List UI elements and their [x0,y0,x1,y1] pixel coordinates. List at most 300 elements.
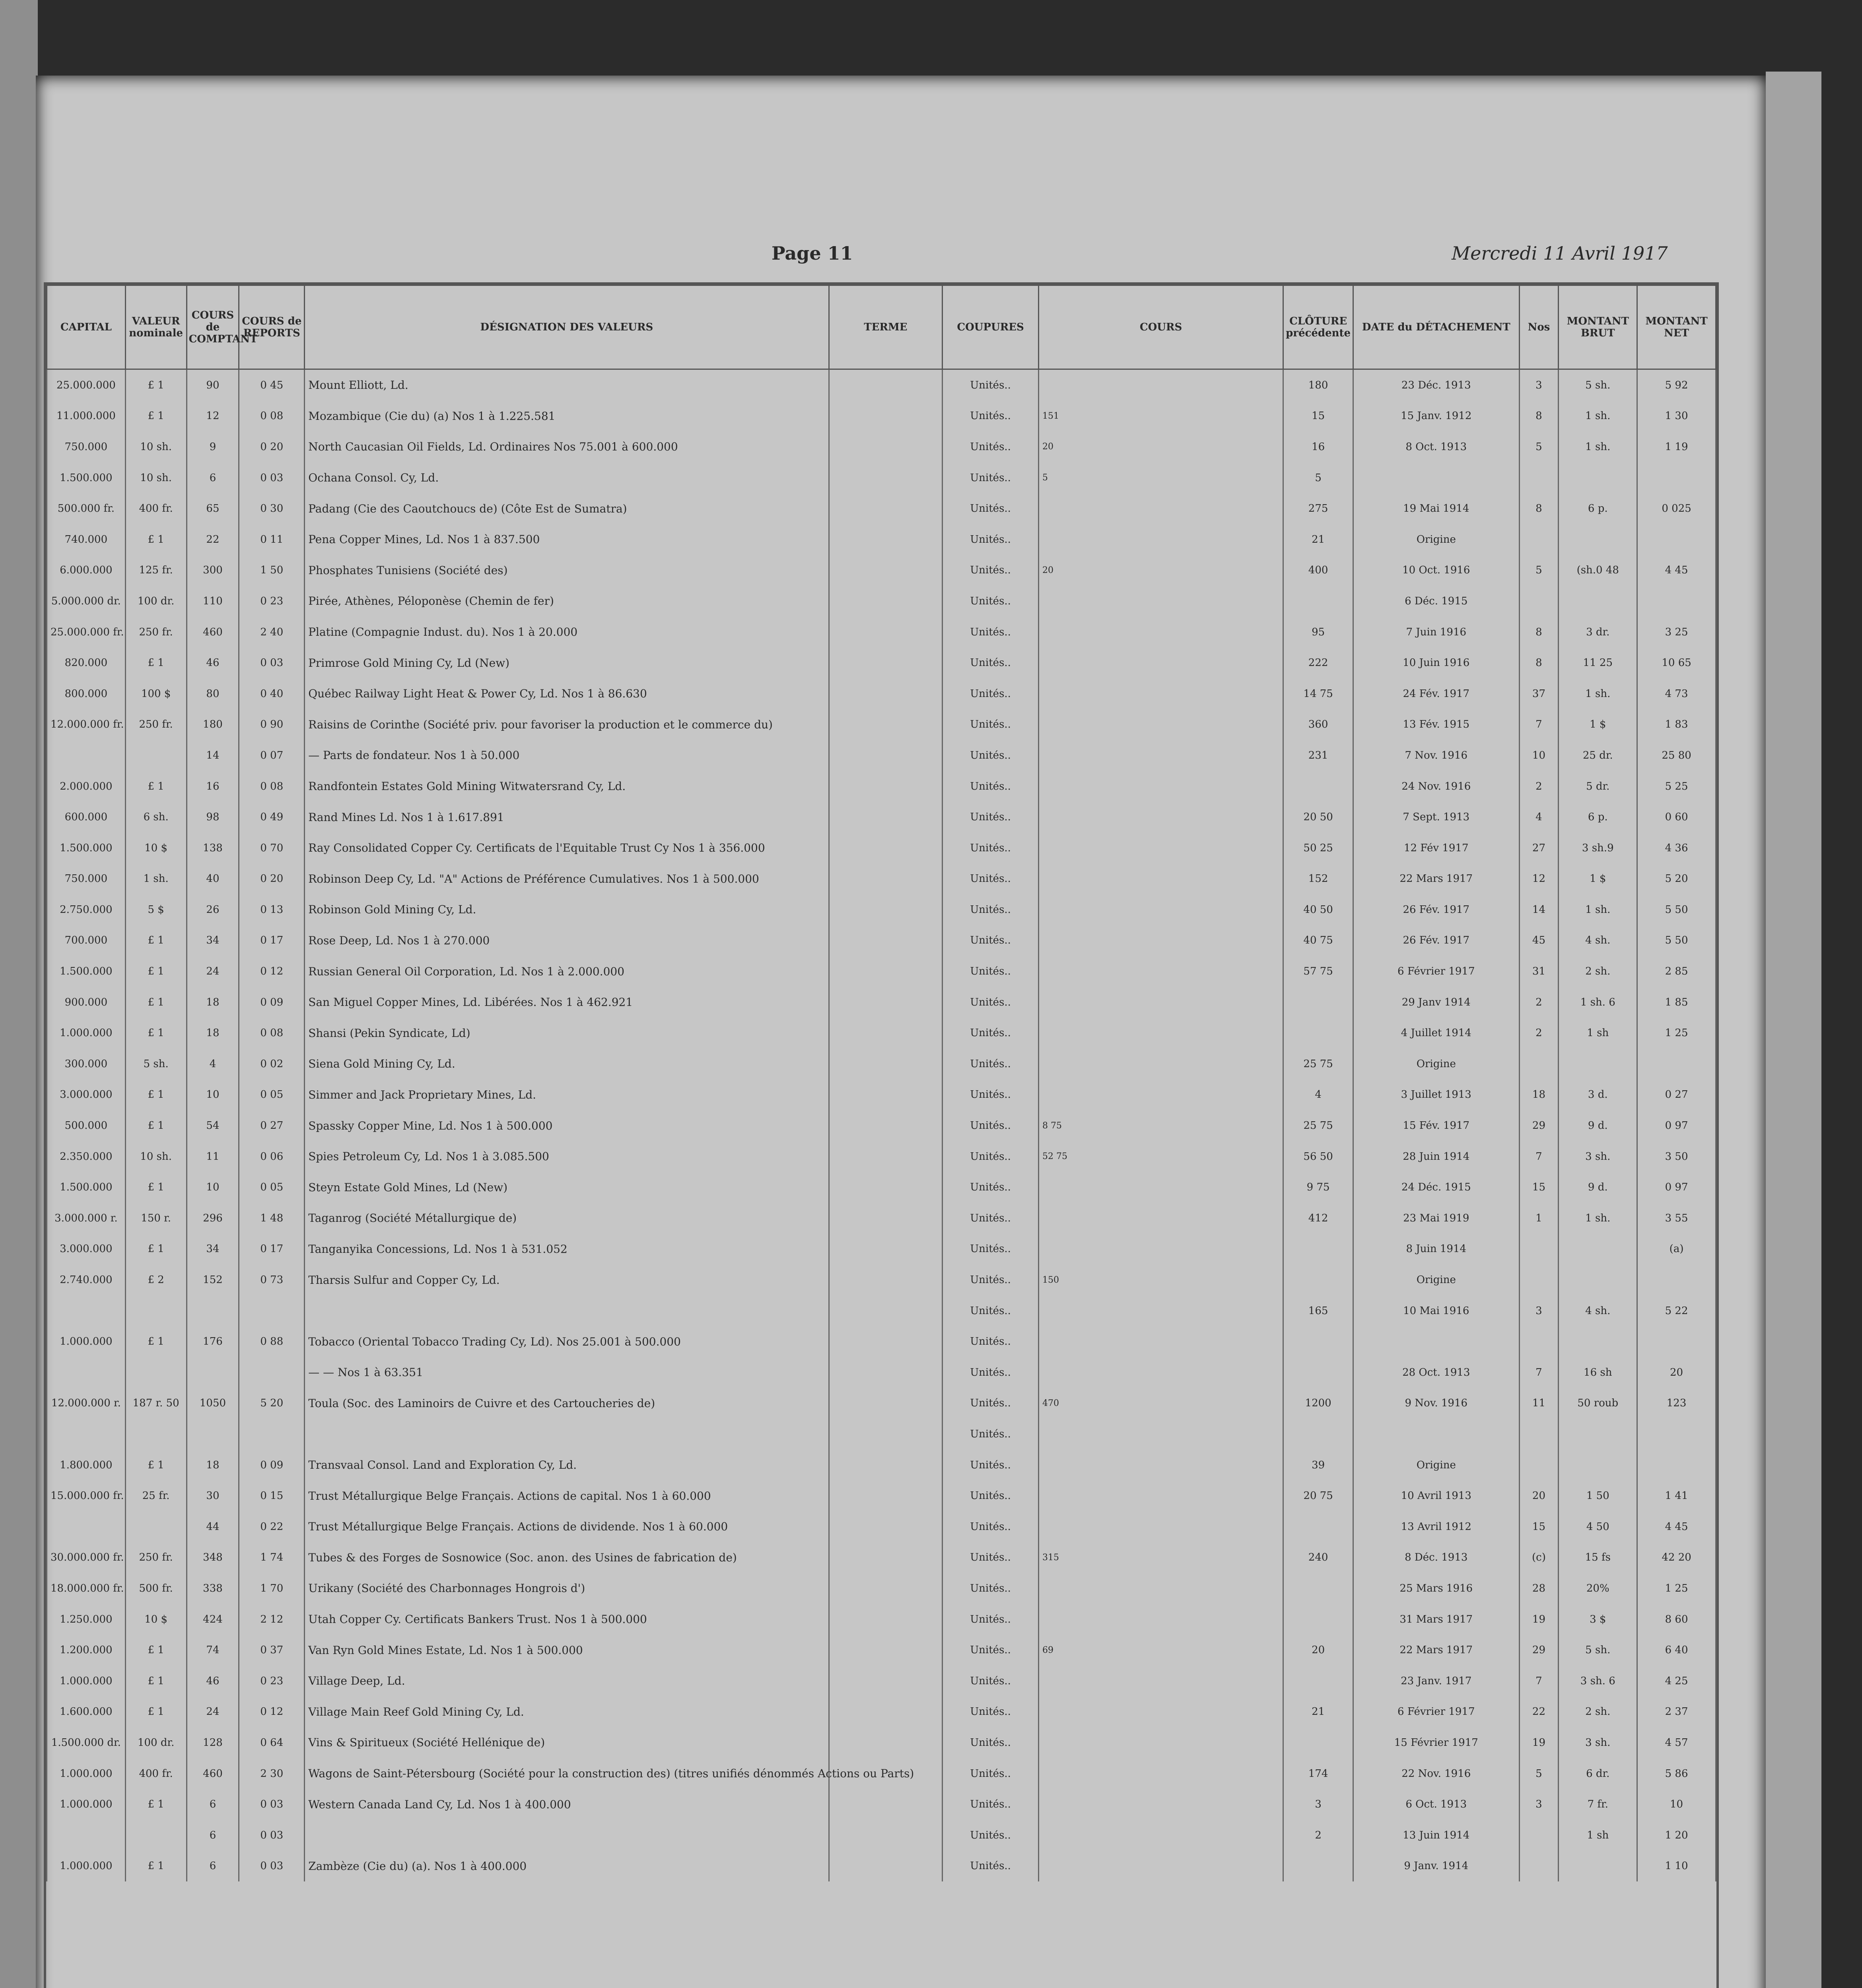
cell-date: 24 Déc. 1915 [1353,1172,1520,1203]
cell-nominal: £ 1 [125,369,187,401]
cell-coup: Unités.. [943,555,1039,586]
cell-net: 8 60 [1637,1604,1716,1635]
page-number: Page 11 [772,243,853,264]
cell-prec: 240 [1283,1542,1353,1573]
cell-des: Tubes & des Forges de Sosnowice (Soc. anon. des Usines de fabrication de) [305,1542,829,1573]
cell-coup: Unités.. [943,1542,1039,1573]
cell-date: 7 Sept. 1913 [1353,802,1520,833]
cell-coup: Unités.. [943,678,1039,709]
cell-terme [829,1727,943,1758]
cell-no: 3 [1519,1789,1559,1820]
cell-reports: 0 27 [239,1110,305,1141]
cell-cours [1038,1326,1283,1357]
cell-reports: 0 88 [239,1326,305,1357]
cell-coup: Unités.. [943,1820,1039,1851]
cell-capital: 18.000.000 fr. [47,1573,126,1604]
cell-date: 6 Déc. 1915 [1353,586,1520,617]
cell-net: 2 85 [1637,956,1716,987]
cell-prec: 275 [1283,493,1353,524]
cell-des: Rand Mines Ld. Nos 1 à 1.617.891 [305,802,829,833]
cell-nominal: £ 1 [125,1450,187,1481]
cell-date [1353,1419,1520,1450]
cell-net [1637,524,1716,555]
cell-nominal: £ 1 [125,1079,187,1110]
cell-terme [829,1357,943,1388]
cell-brut [1559,1450,1637,1481]
cell-net: 5 20 [1637,864,1716,895]
table-row [47,1110,1716,1141]
cell-nominal [125,1419,187,1450]
cell-prec [1283,586,1353,617]
cell-no: 7 [1519,1357,1559,1388]
cell-date: 10 Avril 1913 [1353,1480,1520,1511]
cell-capital: 600.000 [47,802,126,833]
cell-reports: 0 12 [239,956,305,987]
cell-date: Origine [1353,1450,1520,1481]
cell-net: 0 27 [1637,1079,1716,1110]
table-row [47,524,1716,555]
table-row [47,1758,1716,1789]
cell-prec: 222 [1283,647,1353,678]
cell-nominal: 100 $ [125,678,187,709]
cell-brut: 1 sh. 6 [1559,987,1637,1018]
cell-compt: 424 [187,1604,239,1635]
cell-no: 5 [1519,431,1559,462]
table-row [47,987,1716,1018]
cell-terme [829,1141,943,1172]
cell-capital [47,1295,126,1326]
cell-nominal: £ 1 [125,1789,187,1820]
cell-compt: 10 [187,1079,239,1110]
cell-reports: 0 03 [239,462,305,493]
cell-reports: 0 03 [239,1820,305,1851]
cell-nominal: 250 fr. [125,617,187,648]
cell-no: 4 [1519,802,1559,833]
cell-capital: 15.000.000 fr. [47,1480,126,1511]
cell-des: Pirée, Athènes, Péloponèse (Chemin de fer) [305,586,829,617]
cell-cours: 5 [1038,462,1283,493]
cell-reports: 0 23 [239,586,305,617]
cell-no [1519,1450,1559,1481]
cell-compt [187,1419,239,1450]
cell-brut: 11 25 [1559,647,1637,678]
cell-date: 23 Mai 1919 [1353,1203,1520,1234]
cell-terme [829,1419,943,1450]
cell-date: 6 Février 1917 [1353,1697,1520,1728]
cell-nominal: 5 $ [125,894,187,925]
cell-compt: 54 [187,1110,239,1141]
cell-reports: 0 37 [239,1635,305,1666]
cell-compt: 138 [187,833,239,864]
cell-prec [1283,1511,1353,1542]
cell-prec [1283,1264,1353,1295]
cell-compt: 1050 [187,1388,239,1419]
table-row [47,1419,1716,1450]
cell-prec: 16 [1283,431,1353,462]
cell-des: Utah Copper Cy. Certificats Bankers Trust. Nos 1 à 500.000 [305,1604,829,1635]
cell-terme [829,1048,943,1079]
cell-brut: 1 sh [1559,1820,1637,1851]
cell-des: Village Deep, Ld. [305,1666,829,1697]
cell-date: 15 Février 1917 [1353,1727,1520,1758]
cell-reports: 0 05 [239,1079,305,1110]
cell-date: 8 Déc. 1913 [1353,1542,1520,1573]
cell-no: 8 [1519,647,1559,678]
quotes-table-container [44,282,1719,1988]
cell-reports: 1 48 [239,1203,305,1234]
cell-terme [829,1480,943,1511]
cell-prec: 57 75 [1283,956,1353,987]
cell-cours [1038,1357,1283,1388]
cell-prec: 14 75 [1283,678,1353,709]
cell-brut: 4 50 [1559,1511,1637,1542]
cell-compt: 300 [187,555,239,586]
cell-des: San Miguel Copper Mines, Ld. Libérées. Nos 1 à 462.921 [305,987,829,1018]
cell-terme [829,1604,943,1635]
cell-brut: 9 d. [1559,1110,1637,1141]
cell-compt: 90 [187,369,239,401]
cell-capital: 2.350.000 [47,1141,126,1172]
cell-no: 15 [1519,1172,1559,1203]
cell-terme [829,1326,943,1357]
cell-no [1519,586,1559,617]
cell-des [305,1820,829,1851]
cell-date: 8 Oct. 1913 [1353,431,1520,462]
cell-net: 1 25 [1637,1573,1716,1604]
cell-coup: Unités.. [943,586,1039,617]
cell-compt: 18 [187,1450,239,1481]
cell-cours: 69 [1038,1635,1283,1666]
cell-brut [1559,586,1637,617]
cell-terme [829,1635,943,1666]
cell-prec: 15 [1283,401,1353,432]
cell-reports: 1 50 [239,555,305,586]
table-row [47,1573,1716,1604]
newspaper-page [36,76,1766,1988]
col-nominal: VALEUR nominale [125,285,187,369]
cell-coup: Unités.. [943,1203,1039,1234]
cell-reports [239,1419,305,1450]
cell-coup: Unités.. [943,987,1039,1018]
cell-terme [829,431,943,462]
cell-brut: 1 $ [1559,864,1637,895]
cell-des: Padang (Cie des Caoutchoucs de) (Côte Est de Sumatra) [305,493,829,524]
cell-net: 25 80 [1637,740,1716,771]
adjacent-page-edge [0,0,38,1988]
cell-coup: Unités.. [943,401,1039,432]
cell-brut: 1 sh. [1559,894,1637,925]
cell-capital: 1.200.000 [47,1635,126,1666]
cell-capital: 1.500.000 dr. [47,1727,126,1758]
cell-compt: 44 [187,1511,239,1542]
cell-capital: 700.000 [47,925,126,956]
cell-no: 5 [1519,1758,1559,1789]
cell-nominal: £ 1 [125,987,187,1018]
cell-nominal [125,740,187,771]
cell-cours [1038,925,1283,956]
cell-compt: 30 [187,1480,239,1511]
cell-date: 6 Février 1917 [1353,956,1520,987]
table-row [47,1017,1716,1048]
cell-prec: 20 50 [1283,802,1353,833]
table-row [47,431,1716,462]
table-row [47,1820,1716,1851]
cell-prec: 5 [1283,462,1353,493]
cell-compt: 180 [187,709,239,740]
cell-des: Zambèze (Cie du) (a). Nos 1 à 400.000 [305,1851,829,1882]
cell-brut: 2 sh. [1559,956,1637,987]
cell-capital: 1.600.000 [47,1697,126,1728]
cell-reports [239,1357,305,1388]
cell-coup: Unités.. [943,1789,1039,1820]
cell-cours [1038,864,1283,895]
cell-coup: Unités.. [943,431,1039,462]
cell-cours [1038,1851,1283,1882]
cell-cours [1038,647,1283,678]
cell-capital: 1.000.000 [47,1666,126,1697]
cell-capital: 500.000 fr. [47,493,126,524]
cell-cours [1038,709,1283,740]
cell-capital: 1.000.000 [47,1017,126,1048]
cell-compt: 296 [187,1203,239,1234]
cell-cours [1038,1758,1283,1789]
cell-date: 10 Mai 1916 [1353,1295,1520,1326]
cell-net: 3 25 [1637,617,1716,648]
cell-brut: 7 fr. [1559,1789,1637,1820]
cell-terme [829,1511,943,1542]
cell-brut: 1 sh. [1559,401,1637,432]
cell-no: 28 [1519,1573,1559,1604]
cell-compt: 9 [187,431,239,462]
cell-nominal: £ 1 [125,647,187,678]
cell-prec: 360 [1283,709,1353,740]
cell-nominal: £ 1 [125,524,187,555]
page-stack-edge [1766,72,1821,1988]
cell-prec: 180 [1283,369,1353,401]
cell-terme [829,1295,943,1326]
cell-nominal: 400 fr. [125,1758,187,1789]
cell-brut: 3 sh. 6 [1559,1666,1637,1697]
cell-coup: Unités.. [943,1388,1039,1419]
cell-reports: 0 08 [239,1017,305,1048]
cell-terme [829,1110,943,1141]
cell-compt: 6 [187,1851,239,1882]
table-row [47,802,1716,833]
cell-reports: 0 05 [239,1172,305,1203]
cell-coup: Unités.. [943,1110,1039,1141]
cell-coup: Unités.. [943,493,1039,524]
cell-brut [1559,1326,1637,1357]
cell-brut: 5 sh. [1559,369,1637,401]
cell-coup: Unités.. [943,1480,1039,1511]
table-row [47,1079,1716,1110]
cell-nominal: 100 dr. [125,1727,187,1758]
cell-compt: 24 [187,1697,239,1728]
cell-net [1637,1264,1716,1295]
cell-net: 1 10 [1637,1851,1716,1882]
cell-nominal: £ 1 [125,1635,187,1666]
cell-terme [829,678,943,709]
cell-reports: 0 03 [239,647,305,678]
cell-prec [1283,1234,1353,1265]
cell-date: 31 Mars 1917 [1353,1604,1520,1635]
cell-nominal: 1 sh. [125,864,187,895]
cell-compt: 152 [187,1264,239,1295]
cell-no: 27 [1519,833,1559,864]
cell-cours: 315 [1038,1542,1283,1573]
cell-des: Village Main Reef Gold Mining Cy, Ld. [305,1697,829,1728]
cell-no: 5 [1519,555,1559,586]
cell-prec: 152 [1283,864,1353,895]
cell-capital: 11.000.000 [47,401,126,432]
cell-capital: 5.000.000 dr. [47,586,126,617]
cell-prec: 174 [1283,1758,1353,1789]
cell-prec: 2 [1283,1820,1353,1851]
col-capital: CAPITAL [47,285,126,369]
cell-net: 20 [1637,1357,1716,1388]
cell-des: Shansi (Pekin Syndicate, Ld) [305,1017,829,1048]
cell-reports: 2 30 [239,1758,305,1789]
cell-compt: 98 [187,802,239,833]
cell-terme [829,1666,943,1697]
cell-no: 12 [1519,864,1559,895]
col-no: Nos [1519,285,1559,369]
cell-capital: 25.000.000 [47,369,126,401]
cell-coup: Unités.. [943,864,1039,895]
cell-date: 23 Janv. 1917 [1353,1666,1520,1697]
cell-date: 3 Juillet 1913 [1353,1079,1520,1110]
cell-terme [829,1172,943,1203]
col-date: DATE du DÉTACHEMENT [1353,285,1520,369]
cell-net [1637,586,1716,617]
cell-terme [829,462,943,493]
cell-cours [1038,1079,1283,1110]
cell-cours: 20 [1038,555,1283,586]
cell-coup: Unités.. [943,1295,1039,1326]
cell-date: Origine [1353,1048,1520,1079]
cell-nominal: 25 fr. [125,1480,187,1511]
cell-no: 7 [1519,709,1559,740]
cell-date: 28 Juin 1914 [1353,1141,1520,1172]
cell-reports: 0 22 [239,1511,305,1542]
cell-brut: 50 roub [1559,1388,1637,1419]
cell-coup: Unités.. [943,1048,1039,1079]
cell-coup: Unités.. [943,462,1039,493]
cell-prec: 25 75 [1283,1048,1353,1079]
cell-date: 22 Mars 1917 [1353,1635,1520,1666]
cell-cours [1038,586,1283,617]
cell-cours: 8 75 [1038,1110,1283,1141]
cell-nominal: 100 dr. [125,586,187,617]
cell-des: Vins & Spiritueux (Société Hellénique de) [305,1727,829,1758]
cell-prec [1283,1573,1353,1604]
cell-des: Russian General Oil Corporation, Ld. Nos 1 à 2.000.000 [305,956,829,987]
cell-no: 45 [1519,925,1559,956]
cell-coup: Unités.. [943,1017,1039,1048]
cell-prec [1283,1604,1353,1635]
table-row [47,864,1716,895]
table-row [47,401,1716,432]
cell-brut: 2 sh. [1559,1697,1637,1728]
cell-nominal: 10 sh. [125,462,187,493]
cell-capital: 1.000.000 [47,1758,126,1789]
cell-brut: 4 sh. [1559,1295,1637,1326]
cell-capital: 2.000.000 [47,771,126,802]
cell-reports: 0 40 [239,678,305,709]
cell-compt: 348 [187,1542,239,1573]
cell-terme [829,1789,943,1820]
cell-des: Pena Copper Mines, Ld. Nos 1 à 837.500 [305,524,829,555]
cell-prec: 25 75 [1283,1110,1353,1141]
cell-no [1519,1264,1559,1295]
cell-reports: 5 20 [239,1388,305,1419]
cell-compt: 65 [187,493,239,524]
table-row [47,894,1716,925]
cell-reports: 0 03 [239,1851,305,1882]
cell-nominal: 150 r. [125,1203,187,1234]
cell-capital: 1.000.000 [47,1789,126,1820]
cell-reports: 0 23 [239,1666,305,1697]
cell-coup: Unités.. [943,524,1039,555]
cell-brut: (sh.0 48 [1559,555,1637,586]
cell-reports: 0 64 [239,1727,305,1758]
cell-terme [829,802,943,833]
cell-terme [829,894,943,925]
cell-terme [829,1017,943,1048]
cell-no: 3 [1519,369,1559,401]
cell-prec: 9 75 [1283,1172,1353,1203]
cell-net: 3 50 [1637,1141,1716,1172]
cell-des: Ray Consolidated Copper Cy. Certificats de l'Equitable Trust Cy Nos 1 à 356.000 [305,833,829,864]
cell-date: 28 Oct. 1913 [1353,1357,1520,1388]
cell-cours [1038,740,1283,771]
cell-net: (a) [1637,1234,1716,1265]
cell-date: 6 Oct. 1913 [1353,1789,1520,1820]
table-row [47,1264,1716,1295]
cell-net: 5 22 [1637,1295,1716,1326]
cell-coup: Unités.. [943,740,1039,771]
cell-date: 24 Nov. 1916 [1353,771,1520,802]
cell-no: 15 [1519,1511,1559,1542]
table-row [47,647,1716,678]
cell-net: 1 25 [1637,1017,1716,1048]
cell-brut: 4 sh. [1559,925,1637,956]
cell-brut: 20% [1559,1573,1637,1604]
cell-brut [1559,1264,1637,1295]
col-designation: DÉSIGNATION DES VALEURS [305,285,829,369]
cell-reports: 0 49 [239,802,305,833]
cell-des: Phosphates Tunisiens (Société des) [305,555,829,586]
cell-net: 6 40 [1637,1635,1716,1666]
cell-reports: 1 70 [239,1573,305,1604]
cell-reports: 0 15 [239,1480,305,1511]
table-row [47,493,1716,524]
cell-brut: 1 50 [1559,1480,1637,1511]
cell-nominal [125,1511,187,1542]
cell-brut: 6 p. [1559,802,1637,833]
cell-date: 8 Juin 1914 [1353,1234,1520,1265]
cell-cours [1038,1203,1283,1234]
cell-net: 1 20 [1637,1820,1716,1851]
cell-reports: 0 06 [239,1141,305,1172]
cell-date: 4 Juillet 1914 [1353,1017,1520,1048]
cell-capital: 740.000 [47,524,126,555]
cell-brut: 1 $ [1559,709,1637,740]
table-row [47,555,1716,586]
cell-nominal: 10 $ [125,1604,187,1635]
cell-date: 26 Fév. 1917 [1353,925,1520,956]
table-row [47,1141,1716,1172]
